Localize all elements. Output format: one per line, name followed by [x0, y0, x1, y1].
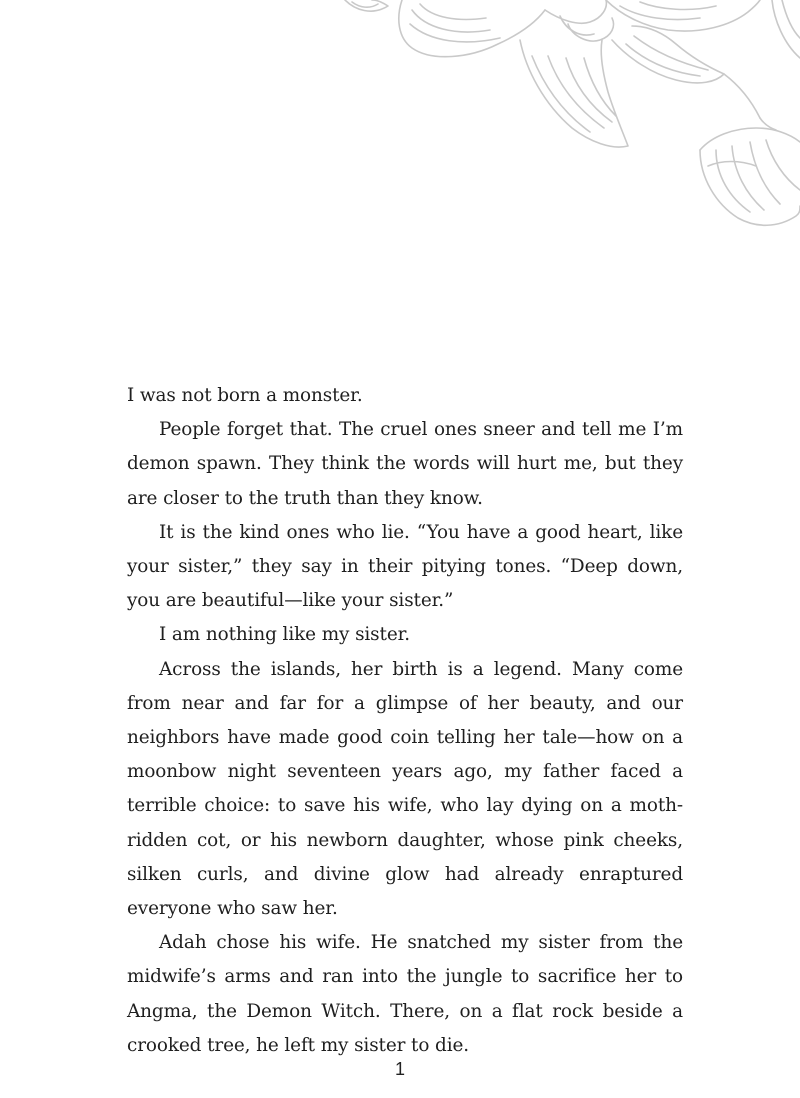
page-number: 1	[394, 1059, 405, 1079]
paragraph-2: People forget that. The cruel ones sneer and tell me I’m demon spawn. They think the words will hurt me, but they are closer to the truth than they know.	[127, 419, 683, 509]
paragraph-4: I am nothing like my sister.	[159, 624, 411, 646]
orchid-line-art-icon	[330, 0, 800, 240]
paragraph-1: I was not born a monster.	[127, 385, 363, 406]
story-text	[127, 379, 683, 1063]
paragraph-5: Across the islands, her birth is a legend. Many come from near and far for a glimpse of her beauty, and our neighbors have made good coin telling her tale—how on a moonbow night seventeen years ago, my father faced a terrible choice: to save his wife, who lay dying on a moth-ridden cot, or his newborn daughter, whose pink cheeks, silken curls, and divine glow had already enraptured everyone who saw her.	[127, 658, 683, 920]
paragraph-3: It is the kind ones who lie. “You have a good heart, like your sister,” they say in their pitying tones. “Deep down, you are beautiful—like your sister.”	[127, 521, 683, 612]
paragraph-6: Adah chose his wife. He snatched my sister from the midwife’s arms and ran into the jungle to sacrifice her to Angma, the Demon Witch. There, on a flat rock beside a crooked tree, he left my sister to die.	[127, 932, 683, 1056]
